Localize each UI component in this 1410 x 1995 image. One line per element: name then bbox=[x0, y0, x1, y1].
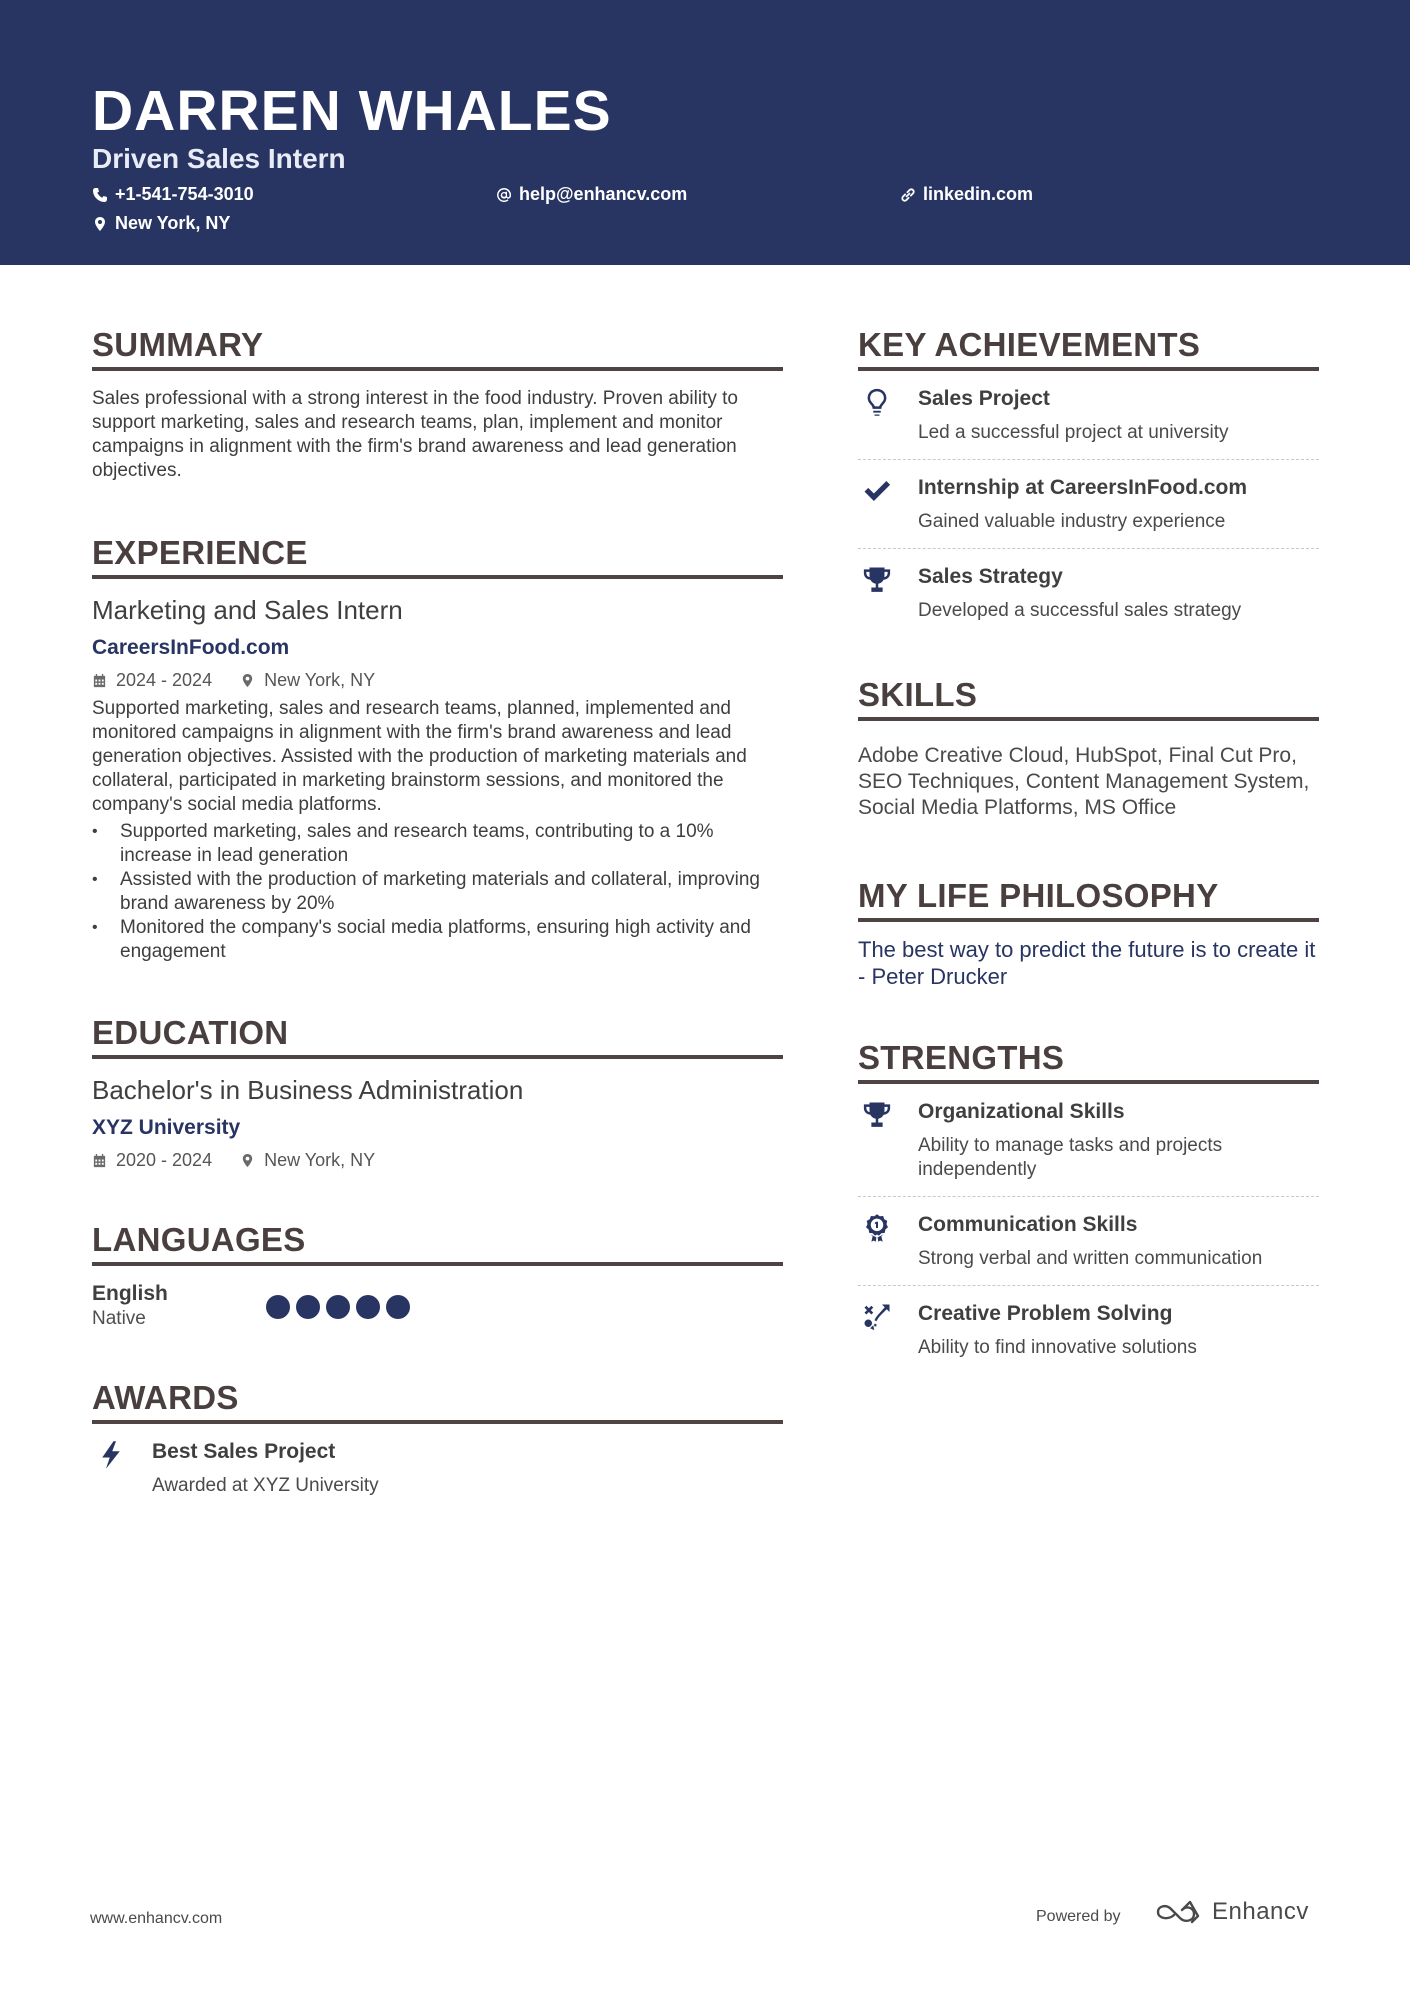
phone-icon bbox=[92, 187, 108, 203]
achievement-item bbox=[858, 460, 1319, 549]
strength-item bbox=[858, 1197, 1319, 1286]
experience-heading: EXPERIENCE bbox=[92, 533, 783, 579]
strength-desc: Ability to find innovative solutions bbox=[918, 1337, 1197, 1358]
location-text: New York, NY bbox=[115, 213, 231, 233]
strength-desc: Ability to manage tasks and projects independently bbox=[918, 1135, 1223, 1180]
summary-text: Sales professional with a strong interest in the food industry. Proven ability to support marketing, sales and research teams, plan, implement and monitor campaigns in alignment with the firm's brand awareness and lead generation objectives. bbox=[92, 388, 738, 481]
rating-dot bbox=[266, 1295, 290, 1319]
experience-section bbox=[92, 533, 783, 964]
education-section bbox=[92, 1013, 783, 1171]
award-desc: Awarded at XYZ University bbox=[152, 1475, 379, 1496]
award-item bbox=[92, 1424, 783, 1512]
award-title: Best Sales Project bbox=[152, 1440, 336, 1463]
skills-section bbox=[858, 675, 1319, 821]
skills-heading: SKILLS bbox=[858, 675, 1319, 721]
brand-logo[interactable] bbox=[1154, 1898, 1309, 1926]
education-school: XYZ University bbox=[92, 1116, 241, 1139]
achievement-title: Sales Strategy bbox=[918, 565, 1063, 588]
strength-desc: Strong verbal and written communication bbox=[918, 1248, 1263, 1269]
achievement-title: Internship at CareersInFood.com bbox=[918, 476, 1248, 499]
calendar-icon bbox=[92, 1153, 107, 1168]
list-item: • Supported marketing, sales and research teams, contributing to a 10% increase in lead generation bbox=[92, 820, 783, 868]
language-name: English bbox=[92, 1282, 168, 1305]
location-pin-icon bbox=[240, 673, 255, 688]
experience-location: New York, NY bbox=[264, 670, 376, 690]
trophy-icon bbox=[862, 1100, 892, 1130]
awards-section bbox=[92, 1378, 783, 1512]
education-location: New York, NY bbox=[264, 1150, 376, 1170]
philosophy-quote: The best way to predict the future is to create it - Peter Drucker bbox=[858, 937, 1316, 989]
summary-heading: SUMMARY bbox=[92, 325, 783, 371]
achievement-desc: Developed a successful sales strategy bbox=[918, 600, 1242, 621]
location-pin-icon bbox=[92, 216, 108, 232]
bolt-icon bbox=[96, 1440, 126, 1470]
education-degree: Bachelor's in Business Administration bbox=[92, 1075, 524, 1105]
rating-dot bbox=[296, 1295, 320, 1319]
languages-section bbox=[92, 1220, 783, 1330]
contact-linkedin[interactable] bbox=[900, 184, 1033, 205]
strength-item bbox=[858, 1084, 1319, 1197]
list-item: • Assisted with the production of marketing materials and collateral, improving brand awareness by 20% bbox=[92, 868, 783, 916]
experience-bullets bbox=[92, 820, 783, 964]
experience-dates: 2024 - 2024 bbox=[116, 670, 213, 690]
education-meta bbox=[92, 1150, 783, 1171]
strengths-section bbox=[858, 1038, 1319, 1374]
strength-title: Organizational Skills bbox=[918, 1100, 1125, 1123]
summary-section bbox=[92, 325, 783, 483]
experience-company: CareersInFood.com bbox=[92, 636, 290, 659]
contact-email[interactable] bbox=[496, 184, 687, 205]
strengths-heading: STRENGTHS bbox=[858, 1038, 1319, 1084]
footer-url[interactable]: www.enhancv.com bbox=[90, 1910, 223, 1927]
brand-name: Enhancv bbox=[1212, 1898, 1309, 1925]
achievement-desc: Gained valuable industry experience bbox=[918, 511, 1226, 532]
resume-header bbox=[0, 0, 1410, 265]
location-pin-icon bbox=[240, 1153, 255, 1168]
achievement-item bbox=[858, 549, 1319, 637]
powered-by-label: Powered by bbox=[1036, 1908, 1121, 1925]
candidate-title: Driven Sales Intern bbox=[92, 143, 346, 174]
rating-dot bbox=[356, 1295, 380, 1319]
education-heading: EDUCATION bbox=[92, 1013, 783, 1059]
strategy-icon bbox=[862, 1302, 892, 1332]
trophy-icon bbox=[862, 565, 892, 595]
language-row bbox=[92, 1282, 783, 1330]
languages-heading: LANGUAGES bbox=[92, 1220, 783, 1266]
email-text: help@enhancv.com bbox=[519, 184, 688, 204]
experience-role: Marketing and Sales Intern bbox=[92, 595, 403, 625]
achievement-desc: Led a successful project at university bbox=[918, 422, 1229, 443]
lightbulb-icon bbox=[862, 387, 892, 417]
achievement-item bbox=[858, 371, 1319, 460]
rating-dot bbox=[386, 1295, 410, 1319]
right-column bbox=[858, 325, 1319, 1374]
philosophy-heading: MY LIFE PHILOSOPHY bbox=[858, 876, 1319, 922]
contact-location bbox=[92, 213, 230, 234]
strength-item bbox=[858, 1286, 1319, 1374]
contact-phone[interactable] bbox=[92, 184, 254, 205]
education-dates: 2020 - 2024 bbox=[116, 1150, 213, 1170]
left-column bbox=[92, 325, 783, 1512]
at-icon bbox=[496, 187, 512, 203]
strength-title: Communication Skills bbox=[918, 1213, 1138, 1236]
checkmark-icon bbox=[862, 476, 892, 506]
experience-meta bbox=[92, 670, 783, 691]
candidate-name: DARREN WHALES bbox=[92, 79, 612, 143]
rating-dot bbox=[326, 1295, 350, 1319]
linkedin-text: linkedin.com bbox=[923, 184, 1034, 204]
achievements-section bbox=[858, 325, 1319, 637]
achievements-heading: KEY ACHIEVEMENTS bbox=[858, 325, 1319, 371]
achievement-title: Sales Project bbox=[918, 387, 1050, 410]
language-rating bbox=[266, 1295, 410, 1330]
list-item: • Monitored the company's social media platforms, ensuring high activity and engagement bbox=[92, 916, 783, 964]
language-level: Native bbox=[92, 1308, 146, 1329]
link-icon bbox=[900, 187, 916, 203]
philosophy-section bbox=[858, 876, 1319, 990]
awards-heading: AWARDS bbox=[92, 1378, 783, 1424]
skills-list: Adobe Creative Cloud, HubSpot, Final Cut Pro, SEO Techniques, Content Management System, Social Media Platforms, MS Office bbox=[858, 744, 1310, 819]
strength-title: Creative Problem Solving bbox=[918, 1302, 1173, 1325]
experience-description: Supported marketing, sales and research teams, planned, implemented and monitored campaigns in alignment with the firm's brand awareness and lead generation objectives. Assisted with the production of marketing materials and collateral, participated in marketing brainstorm sessions, and monitored the company's social media platforms. bbox=[92, 698, 747, 815]
calendar-icon bbox=[92, 673, 107, 688]
award-medal-icon bbox=[862, 1213, 892, 1243]
enhancv-logo-icon bbox=[1154, 1898, 1202, 1926]
phone-text: +1-541-754-3010 bbox=[115, 184, 254, 204]
